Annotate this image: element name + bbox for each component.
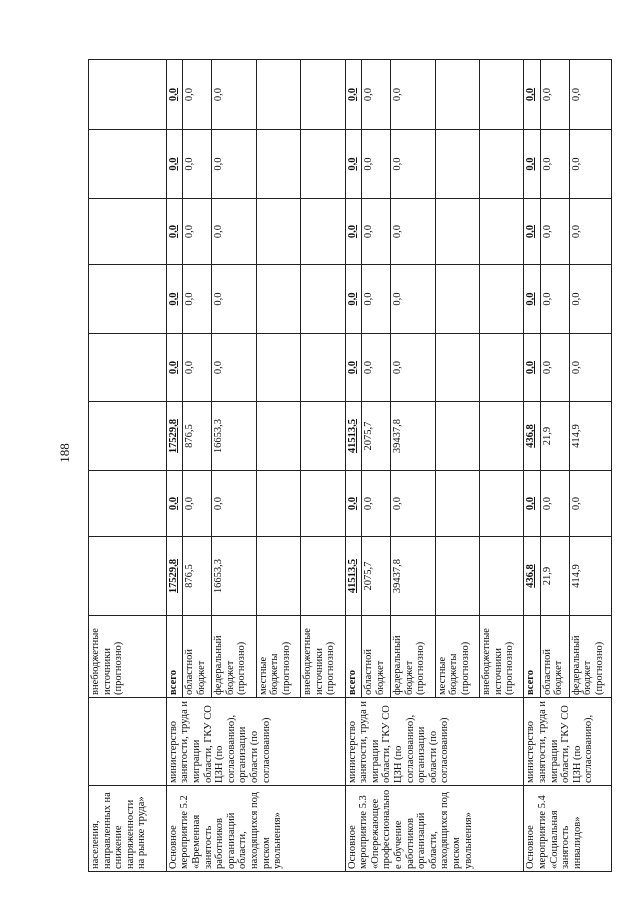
source-cell: областной бюджет (540, 616, 569, 698)
value-cell: 414,9 (569, 402, 611, 471)
value-cell: 39437,8 (391, 402, 435, 471)
source-cell: внебюджетные источники (прогнозно) (89, 616, 167, 698)
value-cell (480, 537, 524, 616)
value-cell (301, 402, 345, 471)
value-cell: 0,0 (345, 199, 361, 265)
budget-table (88, 59, 612, 872)
value-cell: 414,9 (569, 537, 611, 616)
value-cell: 0,0 (183, 199, 212, 265)
value-cell: 0,0 (569, 60, 611, 130)
executor-cell: министерство занятости, труда и миграции области, ГКУ СО ЦЗН (по согласованию), (524, 698, 612, 786)
executor-cell: министерство занятости, труда и миграции области, ГКУ СО ЦЗН (по согласованию), организации области (по согласованию) (166, 698, 345, 786)
value-cell: 436,8 (524, 402, 540, 471)
value-cell: 0,0 (391, 199, 435, 265)
value-cell (435, 130, 479, 199)
value-cell (256, 60, 300, 130)
value-cell: 0,0 (524, 471, 540, 537)
value-cell (480, 265, 524, 334)
value-cell: 0,0 (361, 265, 390, 334)
measure-name-cell: Основное мероприятие 5.4 «Социальная занятость инвалидов» (524, 786, 612, 872)
value-cell: 0,0 (569, 130, 611, 199)
value-cell: 0,0 (345, 471, 361, 537)
value-cell: 0,0 (524, 60, 540, 130)
value-cell: 21,9 (540, 537, 569, 616)
value-cell: 0,0 (166, 60, 182, 130)
value-cell (480, 130, 524, 199)
value-cell (480, 60, 524, 130)
source-cell: федеральный бюджет (прогнозно) (569, 616, 611, 698)
value-cell (301, 537, 345, 616)
value-cell (256, 402, 300, 471)
value-cell: 0,0 (345, 334, 361, 402)
measure-name-cell: Основное мероприятие 5.3 «Опережающее профессиональное обучение работников организаций области, находящихся под риском увольнения» (345, 786, 524, 872)
value-cell: 0,0 (569, 471, 611, 537)
source-cell: внебюджетные источники (прогнозно) (301, 616, 345, 698)
value-cell: 0,0 (166, 130, 182, 199)
value-cell (435, 199, 479, 265)
value-cell (301, 471, 345, 537)
value-cell: 0,0 (212, 471, 256, 537)
value-cell (301, 60, 345, 130)
value-cell: 0,0 (183, 334, 212, 402)
table-row (89, 60, 167, 872)
value-cell: 0,0 (212, 60, 256, 130)
value-cell: 0,0 (361, 130, 390, 199)
value-cell: 16653,3 (212, 402, 256, 471)
value-cell: 0,0 (361, 60, 390, 130)
source-cell: областной бюджет (183, 616, 212, 698)
value-cell: 41513,5 (345, 537, 361, 616)
value-cell: 0,0 (391, 471, 435, 537)
value-cell (256, 199, 300, 265)
table-row (345, 60, 361, 872)
value-cell: 0,0 (569, 334, 611, 402)
value-cell: 0,0 (166, 471, 182, 537)
value-cell: 0,0 (345, 130, 361, 199)
source-cell: местные бюджеты (прогнозно) (256, 616, 300, 698)
value-cell: 0,0 (345, 265, 361, 334)
source-cell: всего (345, 616, 361, 698)
value-cell: 0,0 (212, 334, 256, 402)
value-cell (256, 265, 300, 334)
value-cell: 0,0 (345, 60, 361, 130)
value-cell: 0,0 (391, 130, 435, 199)
value-cell (435, 537, 479, 616)
value-cell: 0,0 (540, 265, 569, 334)
value-cell: 0,0 (166, 265, 182, 334)
value-cell (256, 471, 300, 537)
value-cell: 876,5 (183, 402, 212, 471)
value-cell (480, 334, 524, 402)
value-cell: 0,0 (524, 130, 540, 199)
value-cell: 0,0 (569, 199, 611, 265)
value-cell: 0,0 (524, 265, 540, 334)
value-cell: 0,0 (212, 130, 256, 199)
table-rotated-container (88, 60, 612, 872)
value-cell (301, 265, 345, 334)
value-cell: 0,0 (183, 60, 212, 130)
value-cell: 0,0 (361, 471, 390, 537)
value-cell: 0,0 (524, 334, 540, 402)
value-cell (435, 334, 479, 402)
source-cell: местные бюджеты (прогнозно) (435, 616, 479, 698)
measure-name-cell: Основное мероприятие 5.2 «Временная занятость работников организаций области, находящихся под риском увольнения» (166, 786, 345, 872)
table-row (166, 60, 182, 872)
value-cell: 0,0 (391, 60, 435, 130)
value-cell: 0,0 (166, 334, 182, 402)
value-cell: 0,0 (540, 199, 569, 265)
source-cell: федеральный бюджет (прогнозно) (391, 616, 435, 698)
value-cell: 0,0 (166, 199, 182, 265)
executor-cell (89, 698, 167, 786)
value-cell (480, 402, 524, 471)
value-cell: 17529,8 (166, 537, 182, 616)
value-cell (480, 199, 524, 265)
value-cell (435, 60, 479, 130)
value-cell: 17529,8 (166, 402, 182, 471)
value-cell (435, 471, 479, 537)
value-cell (256, 537, 300, 616)
executor-cell: министерство занятости, труда и миграции области, ГКУ СО ЦЗН (по согласованию), организации области (по согласованию) (345, 698, 524, 786)
value-cell (435, 402, 479, 471)
value-cell: 0,0 (540, 130, 569, 199)
source-cell: внебюджетные источники (прогнозно) (480, 616, 524, 698)
value-cell: 0,0 (540, 471, 569, 537)
value-cell: 0,0 (183, 130, 212, 199)
value-cell (256, 334, 300, 402)
value-cell (301, 334, 345, 402)
value-cell (435, 265, 479, 334)
measure-name-cell: населения, направленных на снижение напряженности на рынке труда» (89, 786, 167, 872)
value-cell: 0,0 (540, 334, 569, 402)
value-cell (301, 199, 345, 265)
value-cell (301, 130, 345, 199)
value-cell: 0,0 (540, 60, 569, 130)
value-cell: 39437,8 (391, 537, 435, 616)
value-cell: 0,0 (569, 265, 611, 334)
value-cell: 16653,3 (212, 537, 256, 616)
value-cell: 21,9 (540, 402, 569, 471)
value-cell (256, 130, 300, 199)
source-cell: областной бюджет (361, 616, 390, 698)
value-cell: 2075,7 (361, 537, 390, 616)
value-cell: 436,8 (524, 537, 540, 616)
value-cell: 0,0 (361, 199, 390, 265)
table-row (524, 60, 540, 872)
source-cell: всего (166, 616, 182, 698)
value-cell: 41513,5 (345, 402, 361, 471)
value-cell: 876,5 (183, 537, 212, 616)
value-cell (480, 471, 524, 537)
value-cell: 0,0 (391, 334, 435, 402)
value-cell: 0,0 (183, 265, 212, 334)
value-cell: 0,0 (391, 265, 435, 334)
value-cell: 2075,7 (361, 402, 390, 471)
value-cell: 0,0 (524, 199, 540, 265)
page-number: 188 (57, 443, 72, 463)
value-cell: 0,0 (361, 334, 390, 402)
source-cell: федеральный бюджет (прогнозно) (212, 616, 256, 698)
value-cell: 0,0 (183, 471, 212, 537)
value-cell: 0,0 (212, 265, 256, 334)
source-cell: всего (524, 616, 540, 698)
value-cell: 0,0 (212, 199, 256, 265)
